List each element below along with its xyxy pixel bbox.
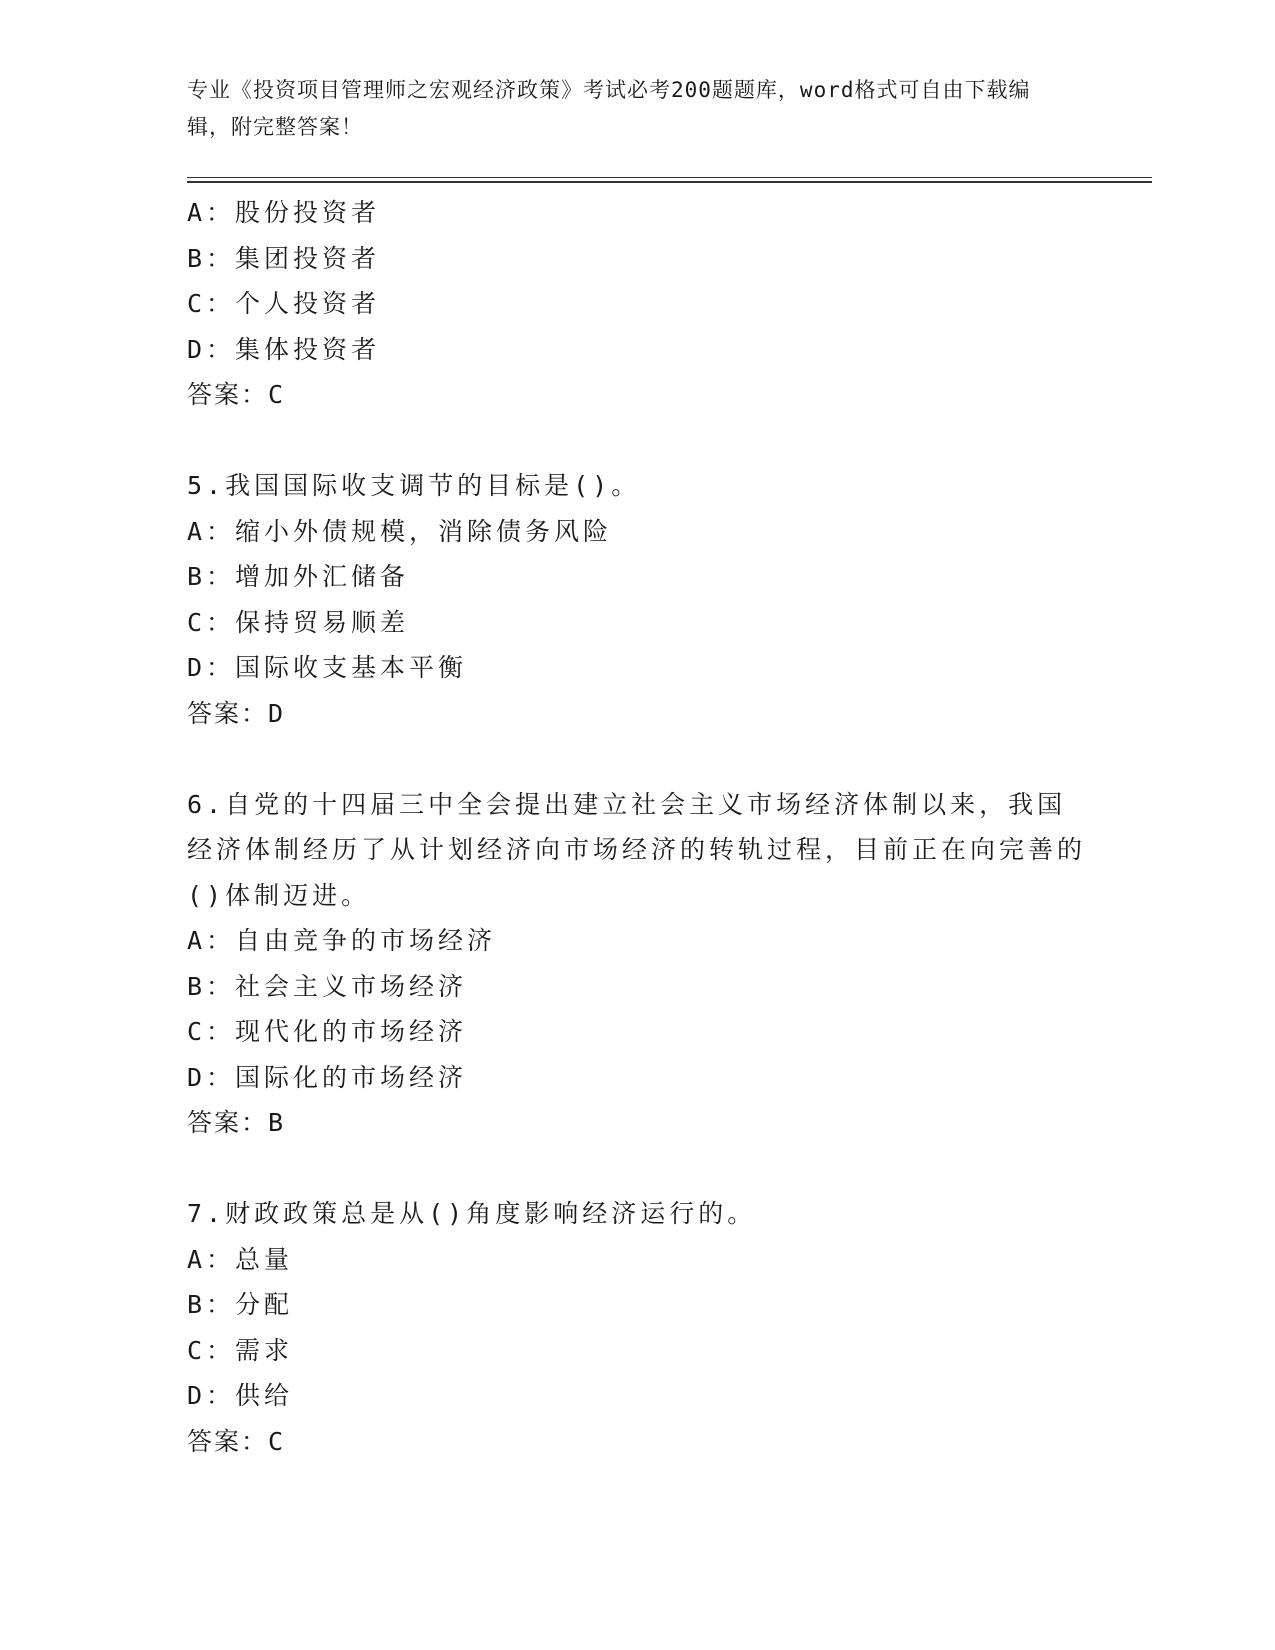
option-d: D：国际收支基本平衡 (187, 653, 468, 682)
question-block-7 (187, 1191, 1087, 1464)
answer: 答案：D (187, 698, 286, 728)
option-a: A：总量 (187, 1244, 294, 1274)
option-a: A：股份投资者 (187, 198, 381, 227)
option-b: B：社会主义市场经济 (187, 971, 468, 1001)
question-block-6 (187, 782, 1087, 1146)
option-a: A：自由竞争的市场经济 (187, 926, 497, 955)
document-header: 专业《投资项目管理师之宏观经济政策》考试必考200题题库，word格式可自由下载编辑，附完整答案！ (187, 78, 1031, 139)
option-c: C：现代化的市场经济 (187, 1017, 468, 1046)
option-c: C：需求 (187, 1335, 294, 1365)
option-d: D：供给 (187, 1381, 294, 1410)
question-text: 6.自党的十四届三中全会提出建立社会主义市场经济体制以来，我国经济体制经历了从计划经济向市场经济的转轨过程，目前正在向完善的()体制迈进。 (187, 789, 1087, 910)
option-c: C：个人投资者 (187, 289, 381, 318)
answer: 答案：C (187, 380, 286, 409)
header-rule-top (187, 177, 1152, 178)
answer: 答案：B (187, 1108, 286, 1137)
header-rule-bottom (187, 181, 1152, 183)
option-a: A：缩小外债规模，消除债务风险 (187, 516, 613, 546)
option-d: D：集体投资者 (187, 334, 381, 364)
question-text: 5.我国国际收支调节的目标是()。 (187, 471, 641, 500)
question-text: 7.财政政策总是从()角度影响经济运行的。 (187, 1199, 757, 1228)
question-list (187, 190, 1087, 1464)
question-block-5 (187, 463, 1087, 736)
option-b: B：分配 (187, 1290, 294, 1319)
question-block-4 (187, 190, 1087, 418)
option-b: B：集团投资者 (187, 243, 381, 273)
option-b: B：增加外汇储备 (187, 562, 410, 591)
answer: 答案：C (187, 1426, 286, 1456)
option-c: C：保持贸易顺差 (187, 607, 410, 637)
option-d: D：国际化的市场经济 (187, 1062, 468, 1092)
